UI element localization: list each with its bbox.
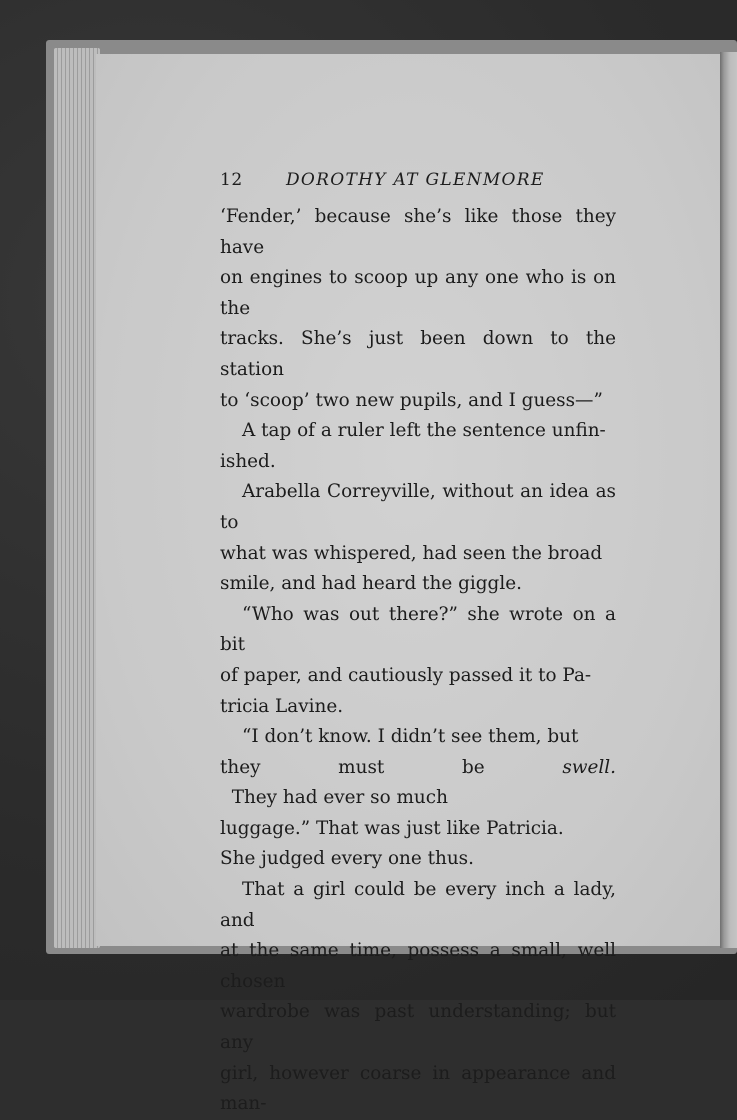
paragraph	[220, 600, 616, 722]
page-number: 12	[220, 170, 243, 190]
text-line: wardrobe was past understanding; but any	[220, 1001, 616, 1054]
page-header	[220, 170, 616, 200]
book-gutter	[720, 52, 737, 948]
text-run: They had ever so much	[220, 787, 448, 809]
text-line: “I don’t know. I didn’t see them, but	[242, 726, 579, 748]
text-line: tricia Lavine.	[220, 695, 344, 717]
text-line: ished.	[220, 450, 276, 472]
text-line: what was whispered, had seen the broad	[220, 542, 603, 564]
paragraph	[220, 722, 616, 875]
text-line: ‘Fender,’ because she’s like those they have	[220, 206, 616, 258]
text-line: to ‘scoop’ two new pupils, and I guess—”	[220, 389, 603, 411]
page-edges	[54, 48, 100, 948]
paragraph	[220, 416, 616, 477]
paragraph	[220, 202, 616, 416]
text-line	[220, 753, 616, 814]
text-line: Arabella Correyville, without an idea as to	[220, 481, 616, 533]
text-line: tracks. She’s just been down to the station	[220, 328, 616, 380]
text-line: girl, however coarse in appearance and man-	[220, 1062, 616, 1115]
paragraph	[220, 477, 616, 599]
text-line: She judged every one thus.	[220, 848, 474, 870]
text-line: of paper, and cautiously passed it to Pa-	[220, 664, 592, 686]
paragraph	[220, 875, 616, 1120]
text-line: smile, and had heard the giggle.	[220, 573, 522, 595]
emphasized-word: swell.	[562, 756, 616, 778]
text-run: they must be	[220, 756, 563, 778]
text-line: at the same time, possess a small, well chosen	[220, 940, 616, 992]
running-title: DOROTHY AT GLENMORE	[286, 170, 545, 190]
text-line: That a girl could be every inch a lady, and	[220, 879, 616, 931]
text-line: “Who was out there?” she wrote on a bit	[220, 603, 616, 656]
text-line: on engines to scoop up any one who is on the	[220, 267, 616, 319]
text-line: A tap of a ruler left the sentence unfin-	[242, 420, 606, 442]
page-text	[220, 170, 616, 1120]
text-line: luggage.” That was just like Patricia.	[220, 817, 564, 839]
